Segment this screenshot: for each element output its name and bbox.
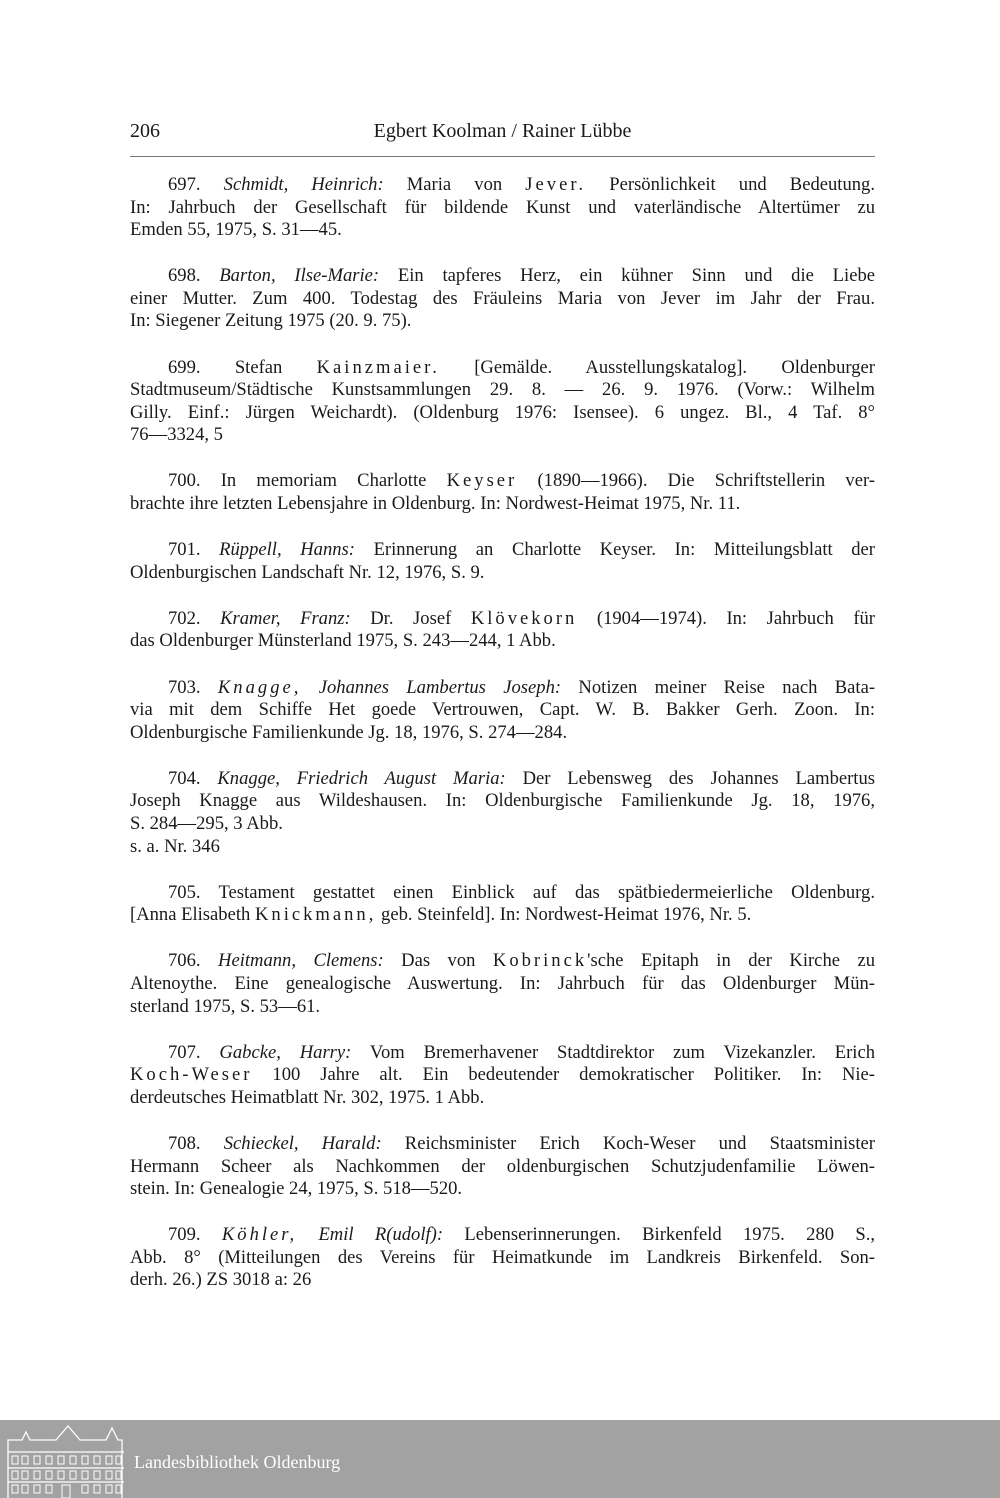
bibliography-entry bbox=[130, 357, 875, 447]
bibliography-entries bbox=[130, 174, 875, 1315]
entry-text: Lebenserinnerungen. Birkenfeld 1975. 280 S., bbox=[443, 1224, 876, 1246]
bibliography-entry bbox=[130, 1042, 875, 1110]
entry-line bbox=[130, 950, 875, 973]
entry-text: Joseph Knagge aus Wildeshausen. In: Oldenburgische Familienkunde Jg. 18, 1976, bbox=[130, 790, 875, 812]
bibliography-entry bbox=[130, 174, 875, 242]
entry-text: 706. bbox=[168, 950, 219, 972]
entry-text: Hermann Scheer als Nachkommen der oldenburgischen Schutzjudenfamilie Löwen- bbox=[130, 1155, 875, 1177]
entry-line bbox=[130, 1087, 875, 1110]
entry-line bbox=[130, 310, 875, 333]
entry-line bbox=[130, 197, 875, 220]
entry-line bbox=[130, 677, 875, 700]
entry-text: das Oldenburger Münsterland 1975, S. 243—244, 1 Abb. bbox=[130, 630, 556, 652]
author-name-text: Gabcke, Harry: bbox=[219, 1041, 352, 1063]
entry-text: In: Jahrbuch der Gesellschaft für bildende Kunst und vaterländische Altertümer zu bbox=[130, 196, 875, 218]
bibliography-entry bbox=[130, 677, 875, 745]
entry-text: 702. bbox=[168, 607, 221, 629]
entry-text: Persönlichkeit und Bedeutung. bbox=[586, 174, 876, 195]
entry-text: 709. bbox=[168, 1224, 222, 1246]
entry-text: 703. bbox=[168, 676, 218, 698]
cross-reference-note: s. a. Nr. 346 bbox=[130, 835, 220, 857]
entry-line bbox=[130, 174, 875, 197]
entry-text: Notizen meiner Reise nach Bata- bbox=[561, 676, 876, 698]
entry-text: 704. bbox=[168, 767, 218, 789]
author-name-text: Barton, Ilse-Marie: bbox=[219, 265, 380, 287]
author-name-text: Heitmann, Clemens: bbox=[218, 950, 384, 972]
entry-line bbox=[130, 722, 875, 745]
bibliography-entry bbox=[130, 539, 875, 584]
entry-line bbox=[130, 608, 875, 631]
spaced-name-text: Keyser bbox=[446, 470, 518, 492]
entry-line bbox=[130, 882, 875, 905]
entry-line bbox=[130, 219, 875, 242]
entry-line bbox=[130, 1224, 875, 1247]
entry-line bbox=[130, 288, 875, 311]
entry-line bbox=[130, 562, 875, 585]
spaced-name-text: Jever. bbox=[525, 174, 587, 195]
entry-text: Oldenburgische Familienkunde Jg. 18, 1976, S. 274—284. bbox=[130, 721, 568, 743]
spaced-name-text: Klövekorn bbox=[470, 607, 578, 629]
header-rule bbox=[130, 156, 875, 157]
entry-line bbox=[130, 813, 875, 836]
entry-text: [Gemälde. Ausstellungskatalog]. Oldenburger bbox=[439, 356, 875, 378]
entry-text: Emden 55, 1975, S. 31—45. bbox=[130, 219, 342, 241]
entry-line bbox=[130, 539, 875, 562]
author-name-text: Rüppell, Hanns: bbox=[219, 539, 355, 561]
bibliography-entry bbox=[130, 265, 875, 333]
entry-text: 100 Jahre alt. Ein bedeutender demokratischer Politiker. In: Nie- bbox=[252, 1064, 875, 1086]
entry-text: 'sche Epitaph in der Kirche zu bbox=[587, 950, 876, 972]
entry-text: Der Lebensweg des Johannes Lambertus bbox=[505, 767, 876, 789]
entry-line bbox=[130, 1247, 875, 1270]
entry-line bbox=[130, 630, 875, 653]
entry-text: 707. bbox=[168, 1041, 220, 1063]
entry-line bbox=[130, 1133, 875, 1156]
bibliography-entry bbox=[130, 1133, 875, 1201]
author-name-text: Köhler, bbox=[221, 1224, 298, 1246]
library-name: Landesbibliothek Oldenburg bbox=[134, 1452, 341, 1472]
library-building-logo-icon bbox=[6, 1422, 126, 1498]
entry-line bbox=[130, 1064, 875, 1087]
entry-text: Erinnerung an Charlotte Keyser. In: Mitteilungsblatt der bbox=[354, 539, 875, 561]
entry-text: geb. Steinfeld]. In: Nordwest-Heimat 1976, Nr. 5. bbox=[376, 904, 752, 926]
entry-text: Reichsminister Erich Koch-Weser und Staatsminister bbox=[381, 1132, 875, 1154]
entry-text: 705. Testament gestattet einen Einblick auf das spätbiedermeierliche Oldenburg. bbox=[168, 881, 875, 903]
entry-text: Vom Bremerhavener Stadtdirektor zum Vizekanzler. Erich bbox=[351, 1041, 876, 1063]
bibliography-entry bbox=[130, 882, 875, 927]
entry-text: 700. In memoriam Charlotte bbox=[168, 470, 447, 492]
entry-line bbox=[130, 470, 875, 493]
entry-line bbox=[130, 973, 875, 996]
entry-line bbox=[130, 424, 875, 447]
entry-text: Stadtmuseum/Städtische Kunstsammlungen 29. 8. — 26. 9. 1976. (Vorw.: Wilhelm bbox=[130, 379, 875, 401]
entry-text: Gilly. Einf.: Jürgen Weichardt). (Oldenburg 1976: Isensee). 6 ungez. Bl., 4 Taf. 8° bbox=[130, 401, 875, 423]
bibliography-entry bbox=[130, 768, 875, 858]
spaced-name-text: Kainzmaier. bbox=[316, 356, 440, 378]
entry-line bbox=[130, 768, 875, 791]
entry-line bbox=[130, 402, 875, 425]
entry-text: sterland 1975, S. 53—61. bbox=[130, 995, 321, 1017]
entry-text: Ein tapferes Herz, ein kühner Sinn und die Liebe bbox=[379, 265, 875, 287]
spaced-name-text: Knickmann, bbox=[254, 904, 377, 926]
entry-text: derh. 26.) ZS 3018 a: 26 bbox=[130, 1269, 312, 1291]
entry-text: brachte ihre letzten Lebensjahre in Oldenburg. In: Nordwest-Heimat 1975, Nr. 11. bbox=[130, 493, 741, 515]
entry-line bbox=[130, 379, 875, 402]
bibliography-entry bbox=[130, 608, 875, 653]
entry-text: Das von bbox=[383, 950, 493, 972]
entry-text: einer Mutter. Zum 400. Todestag des Fräuleins Maria von Jever im Jahr der Frau. bbox=[130, 287, 875, 309]
entry-line bbox=[130, 1269, 875, 1292]
library-footer-banner bbox=[0, 1420, 1000, 1498]
entry-line bbox=[130, 1178, 875, 1201]
running-header-title: Egbert Koolman / Rainer Lübbe bbox=[373, 120, 632, 142]
entry-text: 699. Stefan bbox=[168, 356, 317, 378]
entry-text: In: Siegener Zeitung 1975 (20. 9. 75). bbox=[130, 310, 412, 332]
entry-text: 698. bbox=[168, 265, 220, 287]
entry-line bbox=[130, 699, 875, 722]
author-name-text: Schieckel, Harald: bbox=[223, 1132, 382, 1154]
entry-line bbox=[130, 904, 875, 927]
entry-text: Altenoythe. Eine genealogische Auswertung. In: Jahrbuch für das Oldenburger Mün- bbox=[130, 972, 875, 994]
entry-text: (1890—1966). Die Schriftstellerin ver- bbox=[517, 470, 875, 492]
entry-line bbox=[130, 1156, 875, 1179]
entry-line bbox=[130, 996, 875, 1019]
bibliography-entry bbox=[130, 470, 875, 515]
page-number: 206 bbox=[130, 120, 160, 142]
entry-line bbox=[130, 357, 875, 380]
entry-text: S. 284—295, 3 Abb. bbox=[130, 812, 283, 834]
entry-text: (1904—1974). In: Jahrbuch für bbox=[577, 607, 875, 629]
entry-text: Oldenburgischen Landschaft Nr. 12, 1976, S. 9. bbox=[130, 561, 485, 583]
author-name-text: Emil R(udolf): bbox=[297, 1224, 444, 1246]
author-name-text: Knagge, bbox=[217, 676, 302, 698]
author-name-text: Schmidt, Heinrich: bbox=[223, 174, 384, 195]
entry-text: 708. bbox=[168, 1132, 224, 1154]
author-name-text: Kramer, Franz: bbox=[220, 607, 351, 629]
entry-line bbox=[130, 265, 875, 288]
entry-line bbox=[130, 493, 875, 516]
entry-line bbox=[130, 1042, 875, 1065]
bibliography-entry bbox=[130, 1224, 875, 1292]
entry-text: 701. bbox=[168, 539, 220, 561]
entry-text: 76—3324, 5 bbox=[130, 424, 223, 446]
entry-text: [Anna Elisabeth bbox=[130, 904, 255, 926]
entry-text: Abb. 8° (Mitteilungen des Vereins für Heimatkunde im Landkreis Birkenfeld. Son- bbox=[130, 1246, 875, 1268]
entry-line bbox=[130, 790, 875, 813]
bibliography-entry bbox=[130, 950, 875, 1018]
author-name-text: Knagge, Friedrich August Maria: bbox=[217, 767, 506, 789]
spaced-name-text: Koch-Weser bbox=[130, 1064, 253, 1086]
spaced-name-text: Kobrinck bbox=[492, 950, 588, 972]
entry-text: Dr. Josef bbox=[350, 607, 471, 629]
entry-text: via mit dem Schiffe Het goede Vertrouwen, Capt. W. B. Bakker Gerh. Zoon. In: bbox=[130, 699, 875, 721]
entry-text: 697. bbox=[168, 174, 224, 195]
entry-text: stein. In: Genealogie 24, 1975, S. 518—520. bbox=[130, 1178, 463, 1200]
author-name-text: Johannes Lambertus Joseph: bbox=[301, 676, 562, 698]
entry-text: derdeutsches Heimatblatt Nr. 302, 1975. 1 Abb. bbox=[130, 1086, 485, 1108]
entry-text: Maria von bbox=[383, 174, 526, 195]
